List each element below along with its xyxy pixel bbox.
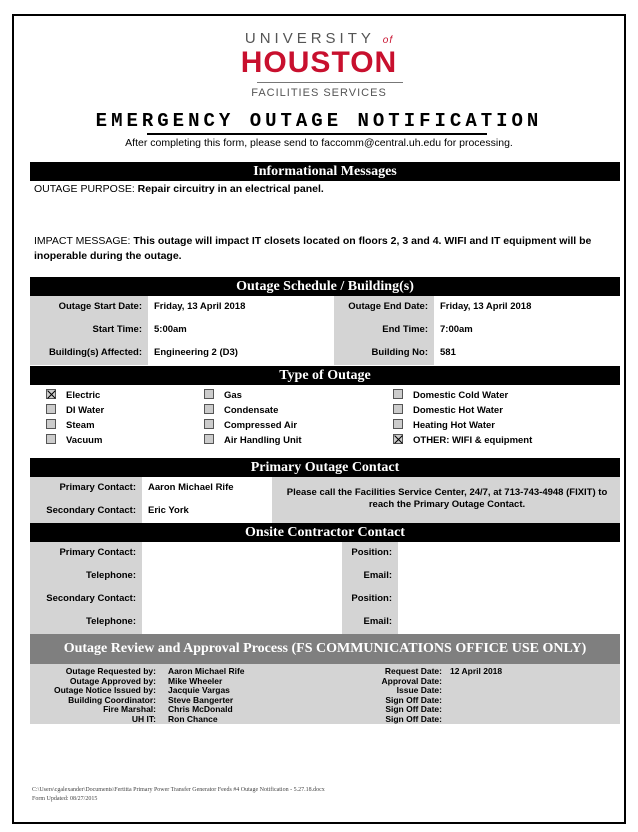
review-label: Building Coordinator: bbox=[68, 694, 156, 705]
checkbox-icon[interactable] bbox=[393, 404, 403, 414]
review-label: UH IT: bbox=[131, 713, 156, 724]
primary-contact-label: Primary Contact: bbox=[59, 482, 136, 493]
type-header: Type of Outage bbox=[30, 366, 620, 385]
secondary-contact-value[interactable]: Eric York bbox=[142, 500, 272, 523]
contractor-secondary-input[interactable] bbox=[142, 588, 342, 611]
review-date-label: Issue Date: bbox=[396, 685, 442, 695]
checkbox-icon[interactable] bbox=[393, 419, 403, 429]
end-date-value[interactable]: Friday, 13 April 2018 bbox=[434, 296, 620, 319]
end-time-label: End Time: bbox=[382, 324, 428, 335]
review-label: Outage Notice Issued by: bbox=[53, 685, 156, 695]
type-option[interactable]: DI Water bbox=[46, 403, 196, 418]
checkbox-icon[interactable] bbox=[46, 389, 56, 399]
contractor-email-label: Email: bbox=[363, 570, 392, 581]
secondary-contact-label: Secondary Contact: bbox=[46, 505, 136, 516]
review-date-label: Sign Off Date: bbox=[385, 704, 442, 714]
type-option[interactable]: Electric bbox=[46, 388, 196, 403]
contractor-primary-label: Primary Contact: bbox=[59, 547, 136, 558]
title-underline bbox=[147, 133, 487, 135]
review-date-label: Approval Date: bbox=[381, 675, 442, 686]
contractor-grid bbox=[30, 542, 620, 634]
review-header: Outage Review and Approval Process (FS COMMUNICATIONS OFFICE USE ONLY) bbox=[30, 634, 620, 664]
contractor-secondary-label: Secondary Contact: bbox=[46, 593, 136, 604]
checkbox-icon[interactable] bbox=[393, 434, 403, 444]
primary-contact-value[interactable]: Aaron Michael Rife bbox=[142, 477, 272, 500]
type-col-1 bbox=[46, 388, 196, 448]
type-option[interactable]: OTHER: WIFI & equipment bbox=[393, 433, 613, 448]
review-value: Mike Wheeler bbox=[168, 675, 223, 686]
logo-university: UNIVERSITY of bbox=[244, 30, 394, 47]
review-date-value: 12 April 2018 bbox=[450, 666, 503, 676]
checkbox-icon[interactable] bbox=[204, 404, 214, 414]
checkbox-icon[interactable] bbox=[393, 389, 403, 399]
outage-purpose: OUTAGE PURPOSE: Repair circuitry in an electrical panel. bbox=[34, 183, 324, 195]
review-label: Fire Marshal: bbox=[103, 704, 156, 714]
review-label: Outage Approved by: bbox=[69, 675, 156, 686]
start-time-value[interactable]: 5:00am bbox=[148, 319, 334, 342]
checkbox-icon[interactable] bbox=[204, 434, 214, 444]
review-date-label: Request Date: bbox=[384, 666, 442, 676]
checkbox-icon[interactable] bbox=[46, 434, 56, 444]
logo-facilities: FACILITIES SERVICES bbox=[251, 87, 387, 99]
impact-value: This outage will impact IT closets located on floors 2, 3 and 4. WIFI and IT equipment will be inoperable during the outage. bbox=[34, 235, 592, 262]
footer-updated: Form Updated: 08/27/2015 bbox=[32, 796, 98, 802]
building-label: Building(s) Affected: bbox=[48, 347, 142, 358]
type-option[interactable]: Vacuum bbox=[46, 433, 196, 448]
checkbox-icon[interactable] bbox=[204, 419, 214, 429]
type-option[interactable]: Air Handling Unit bbox=[204, 433, 374, 448]
review-date-label: Sign Off Date: bbox=[385, 713, 442, 724]
type-option[interactable]: Steam bbox=[46, 418, 196, 433]
type-option[interactable]: Domestic Hot Water bbox=[393, 403, 613, 418]
type-col-2 bbox=[204, 388, 374, 448]
contractor-telephone-label: Telephone: bbox=[86, 570, 136, 581]
checkbox-icon[interactable] bbox=[46, 404, 56, 414]
review-value: Jacquie Vargas bbox=[168, 685, 230, 695]
primary-grid bbox=[30, 477, 620, 523]
checkbox-icon[interactable] bbox=[46, 419, 56, 429]
type-col-3 bbox=[393, 388, 613, 448]
type-option[interactable]: Domestic Cold Water bbox=[393, 388, 613, 403]
impact-message: IMPACT MESSAGE: This outage will impact IT closets located on floors 2, 3 and 4. WIFI and IT equipment will be inoperable during the outage. bbox=[34, 235, 592, 262]
form-page bbox=[12, 14, 626, 824]
review-section bbox=[30, 664, 620, 724]
contractor-email2-input[interactable] bbox=[398, 611, 620, 634]
review-date-label: Sign Off Date: bbox=[385, 694, 442, 705]
contractor-position-input[interactable] bbox=[398, 542, 620, 565]
contractor-telephone-input[interactable] bbox=[142, 565, 342, 588]
type-option[interactable]: Condensate bbox=[204, 403, 374, 418]
review-value: Steve Bangerter bbox=[168, 694, 234, 705]
type-option[interactable]: Gas bbox=[204, 388, 374, 403]
type-option[interactable]: Compressed Air bbox=[204, 418, 374, 433]
review-label: Outage Requested by: bbox=[65, 666, 156, 676]
footer-path: C:\Users\cgalexander\Documents\Fertitta Primary Power Transfer Generator Feeds #4 Outage Notification - 5.27.18.docx bbox=[32, 787, 325, 793]
info-header: Informational Messages bbox=[30, 162, 620, 181]
building-value[interactable]: Engineering 2 (D3) bbox=[148, 342, 334, 365]
building-no-value[interactable]: 581 bbox=[434, 342, 620, 365]
schedule-header: Outage Schedule / Building(s) bbox=[30, 277, 620, 296]
service-center-note: Please call the Facilities Service Center, 24/7, at 713-743-4948 (FIXIT) to reach the Primary Outage Contact. bbox=[286, 487, 608, 510]
contractor-email2-label: Email: bbox=[363, 616, 392, 627]
contractor-header: Onsite Contractor Contact bbox=[30, 523, 620, 542]
primary-header: Primary Outage Contact bbox=[30, 458, 620, 477]
contractor-telephone2-label: Telephone: bbox=[86, 616, 136, 627]
end-date-label: Outage End Date: bbox=[348, 301, 428, 312]
purpose-value: Repair circuitry in an electrical panel. bbox=[137, 183, 324, 195]
contractor-position2-label: Position: bbox=[351, 593, 392, 604]
contractor-position-label: Position: bbox=[351, 547, 392, 558]
review-value: Chris McDonald bbox=[168, 704, 233, 714]
building-no-label: Building No: bbox=[371, 347, 428, 358]
instruction-text: After completing this form, please send to faccomm@central.uh.edu for processing. bbox=[125, 137, 513, 149]
start-date-label: Outage Start Date: bbox=[58, 301, 142, 312]
start-date-value[interactable]: Friday, 13 April 2018 bbox=[148, 296, 334, 319]
contractor-telephone2-input[interactable] bbox=[142, 611, 342, 634]
contractor-email-input[interactable] bbox=[398, 565, 620, 588]
contractor-primary-input[interactable] bbox=[142, 542, 342, 565]
review-value: Ron Chance bbox=[168, 713, 218, 724]
logo-divider bbox=[257, 82, 403, 83]
contractor-position2-input[interactable] bbox=[398, 588, 620, 611]
document-title: EMERGENCY OUTAGE NOTIFICATION bbox=[95, 110, 543, 132]
type-option[interactable]: Heating Hot Water bbox=[393, 418, 613, 433]
logo-houston: HOUSTON bbox=[240, 46, 398, 79]
start-time-label: Start Time: bbox=[92, 324, 142, 335]
schedule-grid bbox=[30, 296, 620, 365]
checkbox-icon[interactable] bbox=[204, 389, 214, 399]
review-value: Aaron Michael Rife bbox=[168, 666, 245, 676]
end-time-value[interactable]: 7:00am bbox=[434, 319, 620, 342]
